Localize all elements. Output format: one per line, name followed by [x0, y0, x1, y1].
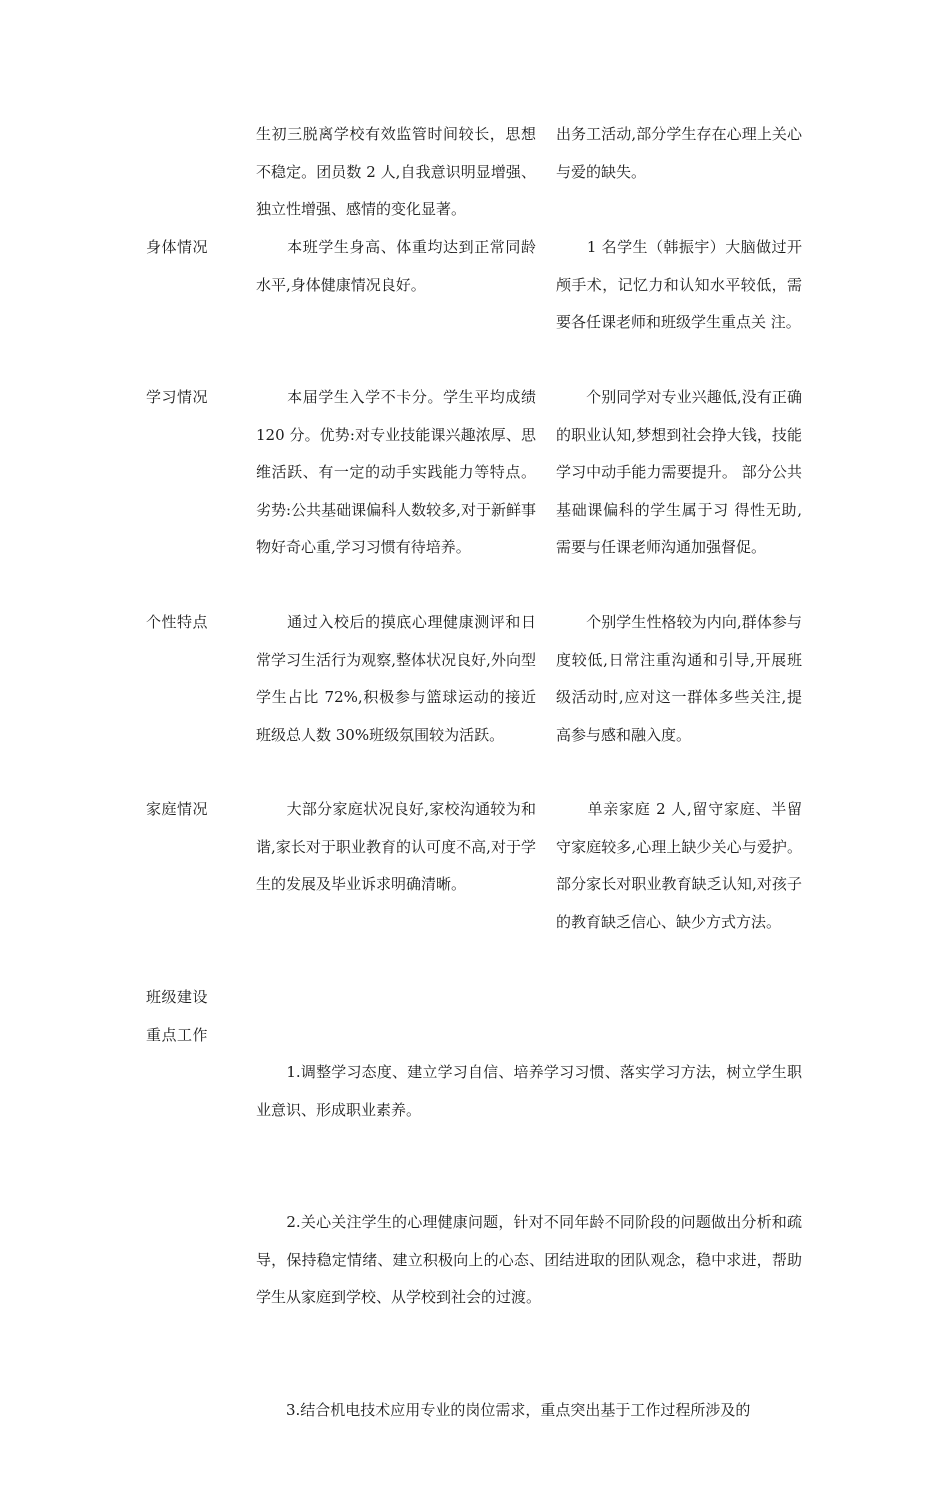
row-label: 学习情况	[146, 388, 209, 406]
row-col1: 本届学生入学不卡分。学生平均成绩 120 分。优势:对专业技能课兴趣浓厚、思维活跃、有一定的动手实践能力等特点。劣势:公共基础课偏科人数较多,对于新鲜事物好奇心重,学习习惯有待培养。	[256, 388, 541, 556]
focus-item: 3.结合机电技术应用专业的岗位需求，重点突出基于工作过程所涉及的	[256, 1400, 751, 1419]
row-col2: 单亲家庭 2 人,留守家庭、半留守家庭较多,心理上缺少关心与爱护。部分家长对职业教育缺乏认知,对孩子的教育缺乏信心、缺少方式方法。	[556, 800, 802, 931]
focus-items	[256, 979, 802, 1504]
row-col2: 出务工活动,部分学生存在心理上关心与爱的缺失。	[556, 125, 802, 181]
row-col2: 个别同学对专业兴趣低,没有正确的职业认知,梦想到社会挣大钱，技能学习中动手能力需要提升。 部分公共基础课偏科的学生属于习 得性无助,需要与任课老师沟通加强督促。	[556, 388, 802, 556]
focus-label	[146, 979, 246, 1054]
row-label: 个性特点	[146, 613, 209, 631]
row-col2: 个别学生性格较为内向,群体参与度较低,日常注重沟通和引导,开展班级活动时,应对这一群体多些关注,提高参与感和融入度。	[556, 613, 802, 744]
row-col1: 通过入校后的摸底心理健康测评和日常学习生活行为观察,整体状况良好,外向型学生占比 72%,积极参与篮球运动的接近班级总人数 30%班级氛围较为活跃。	[256, 613, 536, 744]
focus-item: 1.调整学习态度、建立学习自信、培养学习习惯、落实学习方法，树立学生职业意识、形成职业素养。	[256, 1063, 802, 1119]
row-label: 身体情况	[146, 238, 209, 256]
row-label: 家庭情况	[146, 800, 209, 818]
row-col2: 1 名学生（韩振宇）大脑做过开颅手术，记忆力和认知水平较低，需要各任课老师和班级学生重点关 注。	[556, 238, 802, 331]
focus-label-line1: 班级建设	[146, 988, 209, 1006]
focus-item: 2.关心关注学生的心理健康问题，针对不同年龄不同阶段的问题做出分析和疏导，保持稳定情绪、建立积极向上的心态、团结进取的团队观念，稳中求进，帮助学生从家庭到学校、从学校到社会的过渡。	[256, 1213, 802, 1306]
row-col1: 本班学生身高、体重均达到正常同龄水平,身体健康情况良好。	[256, 238, 536, 294]
row-col1: 生初三脱离学校有效监管时间较长，思想不稳定。团员数 2 人,自我意识明显增强、独立性增强、感情的变化显著。	[256, 125, 536, 218]
row-col1: 大部分家庭状况良好,家校沟通较为和谐,家长对于职业教育的认可度不高,对于学生的发展及毕业诉求明确清晰。	[256, 800, 536, 893]
focus-label-line2: 重点工作	[146, 1025, 209, 1044]
